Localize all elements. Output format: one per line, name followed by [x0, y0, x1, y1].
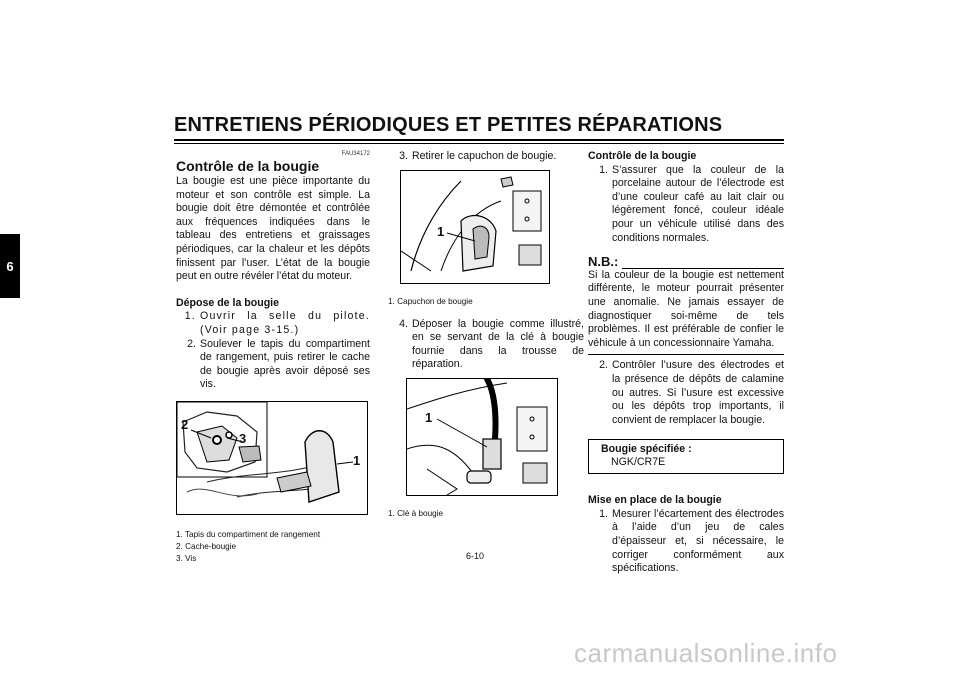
section-code: FAU34172	[341, 151, 370, 157]
section-title: Contrôle de la bougie	[176, 158, 320, 174]
page-title: ENTRETIENS PÉRIODIQUES ET PETITES RÉPARATIONS	[174, 114, 723, 136]
title-rule-thin	[174, 143, 784, 144]
chapter-tab: 6	[0, 234, 20, 298]
list-item: 1. Ouvrir la selle du pilote. (Voir page 3-15.)	[184, 310, 370, 336]
list-item: 2. Contrôler l’usure des électrodes et la présence de dépôts de calamine ou autres. Si l’usure est excessive ou les dépôts trop importants, il convient de remplacer la bougie.	[599, 359, 784, 426]
list-item: 3. Retirer le capuchon de bougie.	[399, 150, 557, 162]
figure-plug-wrench	[406, 378, 558, 496]
callout-1: 1	[437, 223, 445, 239]
column-3	[588, 150, 784, 576]
spec-title: Bougie spécifiée :	[601, 443, 692, 456]
figure-storage-compartment	[176, 401, 368, 515]
nb-text: Si la couleur de la bougie est nettement différente, le moteur pourrait présenter une anomalie. Ne jamais essayer de diagnostiquer soi-même de tels problèmes. Il est préférable de confier le véhicule à un concessionnaire Yamaha.	[588, 268, 784, 349]
depose-heading: Dépose de la bougie	[176, 296, 280, 309]
nb-header	[588, 255, 784, 269]
figure1-captions: 1. Tapis du compartiment de rangement 2. Cache-bougie 3. Vis	[176, 529, 321, 563]
storage-compartment-illustration	[177, 402, 367, 514]
nb-rule	[622, 258, 784, 269]
intro-paragraph: La bougie est une pièce importante du moteur et son contrôle est simple. La bougie doit être démontée et contrôlée aux fréquences indiquées dans le tableau des entretiens et graissages périodiques, car la chaleur et les dépôts finissent par l’user. L’état de la bougie peut en outre révéler l’état du moteur.	[176, 175, 370, 283]
callout-1: 1	[353, 452, 361, 468]
plug-cap-illustration	[401, 171, 549, 283]
callout-1: 1	[425, 409, 433, 425]
spec-box	[588, 439, 784, 474]
mise-heading: Mise en place de la bougie	[588, 494, 722, 507]
watermark: carmanualsonline.info	[574, 638, 838, 668]
column-1	[176, 150, 370, 565]
depose-steps	[176, 310, 370, 392]
page-number: 6-10	[466, 551, 485, 561]
figure2-caption: 1. Capuchon de bougie	[388, 296, 473, 306]
list-item: 1. S’assurer que la couleur de la porcelaine autour de l’électrode est d’une couleur café au lait clair ou légèrement foncé, couleur idéale pour un véhicule utilisé dans des conditions normales.	[599, 163, 784, 244]
spec-value: NGK/CR7E	[611, 456, 666, 469]
list-item: 2. Soulever le tapis du compartiment de rangement, puis retirer le cache de bougie après avoir déposé ses vis.	[187, 337, 370, 391]
callout-2: 2	[181, 416, 189, 432]
figure-plug-cap	[400, 170, 550, 284]
nb-label: N.B.:	[588, 254, 619, 270]
controle-heading: Contrôle de la bougie	[588, 150, 697, 162]
list-item: 1. Mesurer l’écartement des électrodes à l’aide d’un jeu de cales d’épaisseur et, si nécessaire, le corriger conformément aux spécifications.	[599, 507, 784, 575]
plug-wrench-illustration	[407, 379, 557, 495]
nb-end-rule	[588, 354, 784, 355]
list-item: 4. Déposer la bougie comme illustré, en se servant de la clé à bougie fournie dans la trousse de réparation.	[399, 317, 584, 371]
callout-3: 3	[239, 430, 247, 446]
figure3-caption: 1. Clé à bougie	[388, 508, 444, 518]
title-rule-thick	[174, 139, 784, 141]
column-2	[388, 150, 584, 520]
